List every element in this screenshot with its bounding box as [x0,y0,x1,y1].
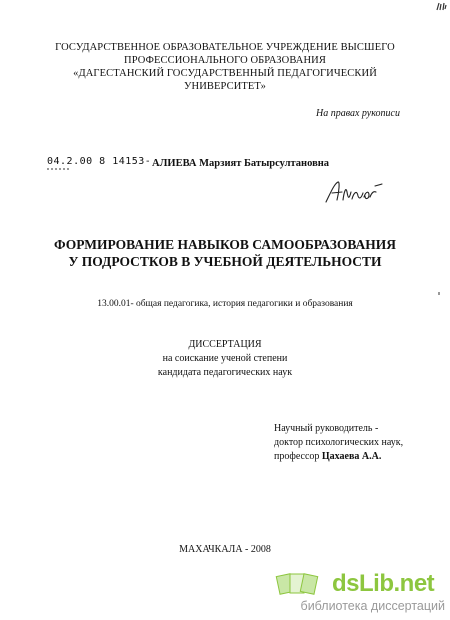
watermark-brand: dsLib.net [332,570,435,597]
city-year: МАХАЧКАЛА - 2008 [179,544,271,555]
scan-speck [438,292,440,295]
degree-line-2: кандидата педагогических наук [157,367,293,378]
institution-line-4: УНИВЕРСИТЕТ» [184,81,266,92]
thesis-title-line-2: У ПОДРОСТКОВ В УЧЕБНОЙ ДЕЯТЕЛЬНОСТИ [68,254,382,269]
corner-scan-mark [436,2,447,11]
degree-line-1: на соискание ученой степени [162,353,288,364]
institution-line-3: «ДАГЕСТАНСКИЙ ГОСУДАРСТВЕННЫЙ ПЕДАГОГИЧЕСКИЙ [73,68,377,79]
advisor-name: Цахаева А.А. [321,451,382,462]
advisor-degree: доктор психологических наук, [274,437,404,448]
advisor-title-name [274,450,381,464]
dslib-watermark [270,570,445,616]
handwritten-signature [322,178,386,208]
watermark-subtitle: библиотека диссертаций [300,599,445,613]
registration-number: 04.2.00 8 14153- [47,156,152,167]
advisor-label: Научный руководитель - [274,423,379,434]
thesis-type: ДИССЕРТАЦИЯ [188,339,262,350]
advisor-rank: профессор [274,451,320,462]
manuscript-rights-note: На правах рукописи [316,108,400,119]
author-name: АЛИЕВА Марзият Батырсултановна [152,158,330,169]
registration-underline [46,166,70,172]
specialty-code: 13.00.01- общая педагогика, история педагогики и образования [97,299,353,309]
thesis-title-line-1: ФОРМИРОВАНИЕ НАВЫКОВ САМООБРАЗОВАНИЯ [54,237,396,252]
dslib-logo-icon [270,572,324,598]
institution-line-1: ГОСУДАРСТВЕННОЕ ОБРАЗОВАТЕЛЬНОЕ УЧРЕЖДЕНИЕ ВЫСШЕГО [55,42,395,53]
institution-line-2: ПРОФЕССИОНАЛЬНОГО ОБРАЗОВАНИЯ [124,55,326,66]
